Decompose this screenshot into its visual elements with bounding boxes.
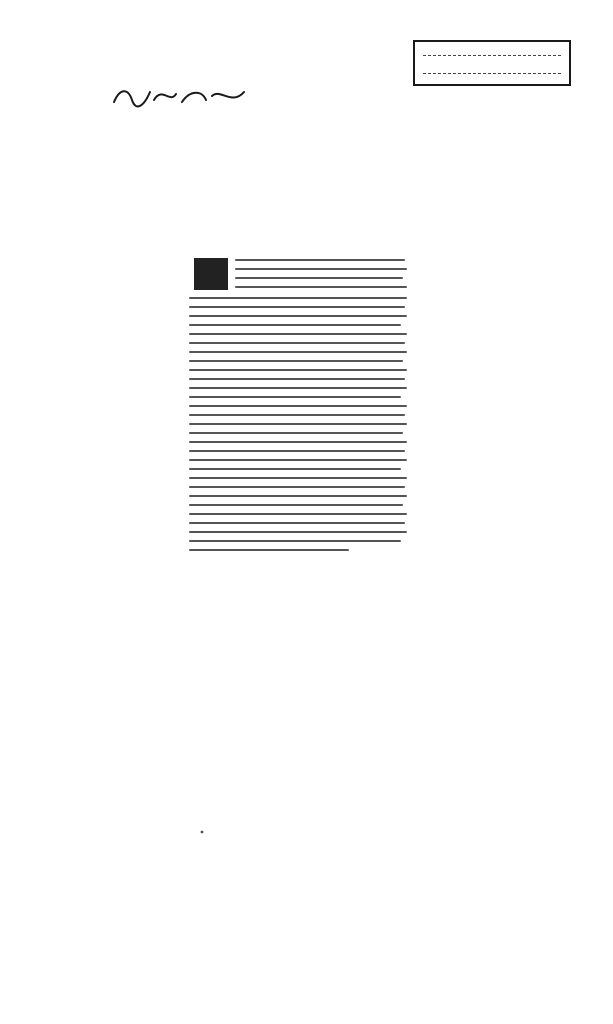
article-kicker — [192, 206, 392, 222]
newspaper-clipping — [186, 206, 413, 564]
date-stamp — [413, 40, 571, 86]
stamp-rule — [423, 73, 561, 74]
article-headline — [188, 226, 403, 256]
pencil-mark — [198, 828, 206, 836]
handwritten-source-note — [110, 80, 250, 110]
stamp-rule — [423, 55, 561, 56]
article-body-text — [188, 254, 410, 560]
